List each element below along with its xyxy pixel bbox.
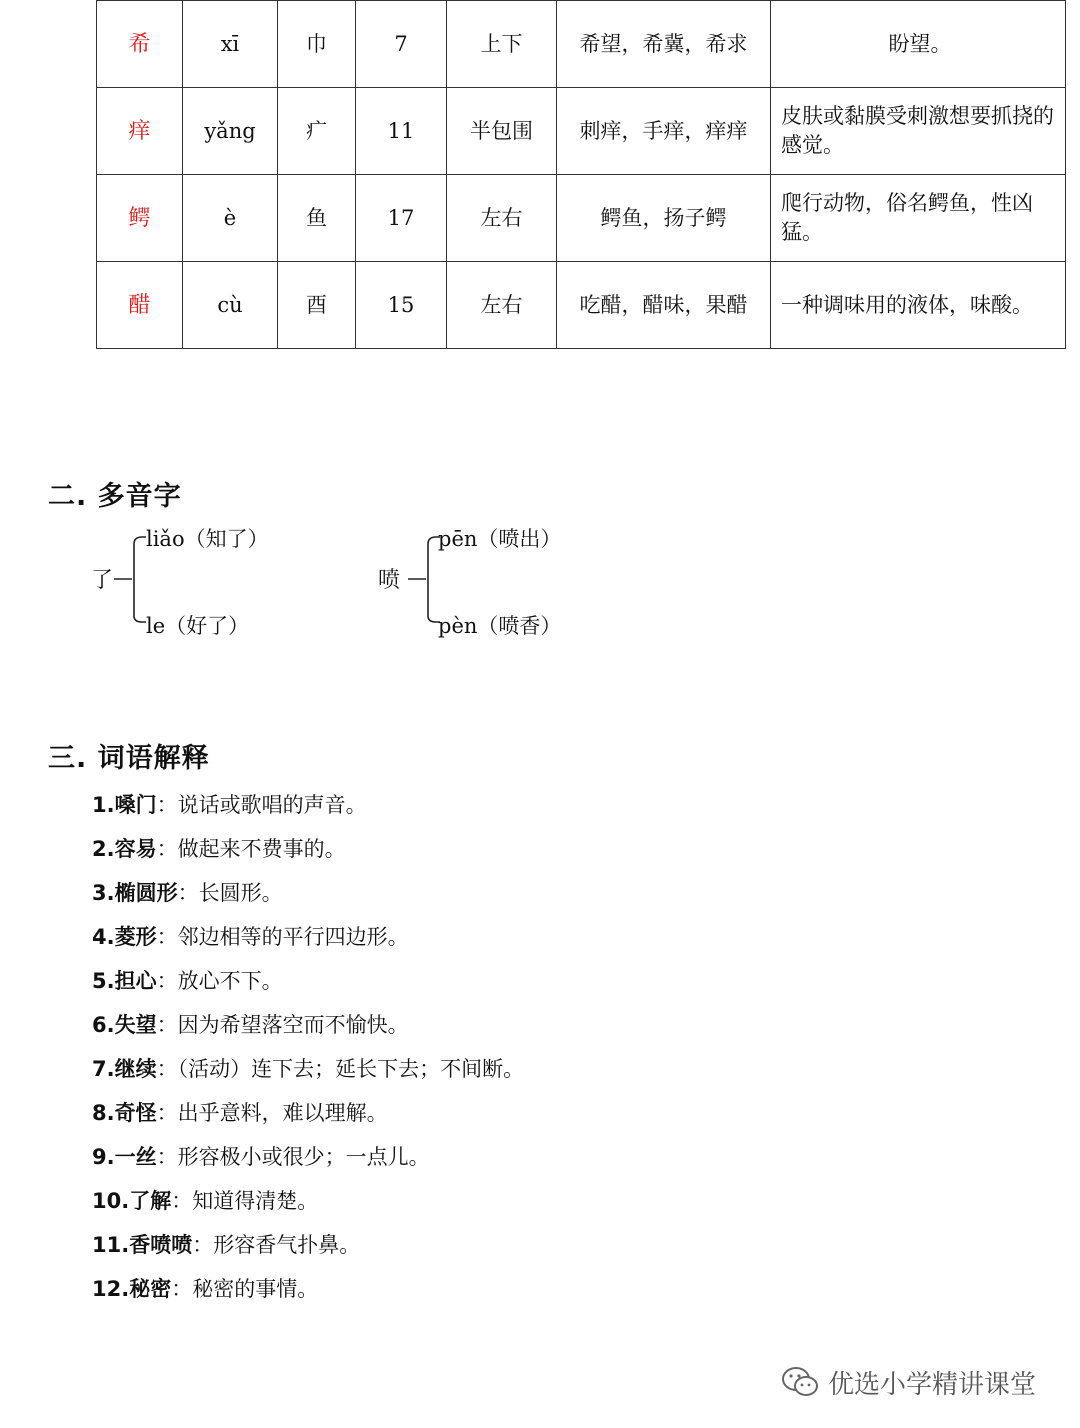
list-item	[92, 1052, 524, 1096]
strokes-cell: 17	[356, 175, 447, 262]
radical-cell: 鱼	[278, 175, 356, 262]
definition: 邻边相等的平行四边形。	[177, 925, 409, 949]
list-item	[92, 964, 524, 1008]
brace-icon	[114, 530, 150, 630]
table-row	[97, 175, 1066, 262]
polyphonic-char: 喷	[378, 568, 401, 593]
table-row	[97, 262, 1066, 349]
table-row	[97, 88, 1066, 175]
definition: 说话或歌唱的声音。	[177, 793, 367, 817]
definition: 做起来不费事的。	[177, 837, 346, 861]
words-cell: 希望，希冀，希求	[557, 1, 771, 88]
term: 10.了解	[92, 1189, 172, 1213]
term: 8.奇怪	[92, 1101, 157, 1125]
watermark-text: 优选小学精讲课堂	[828, 1369, 1037, 1400]
term: 1.嗓门	[92, 793, 157, 817]
list-item	[92, 1228, 524, 1272]
radical-cell: 疒	[278, 88, 356, 175]
colon: ：	[156, 837, 178, 861]
list-item	[92, 1272, 524, 1316]
colon: ：	[171, 1189, 193, 1213]
character-cell: 鳄	[97, 175, 183, 262]
character-cell: 痒	[97, 88, 183, 175]
strokes-cell: 7	[356, 1, 447, 88]
term: 11.香喷喷	[92, 1233, 193, 1257]
structure-cell: 左右	[447, 262, 557, 349]
radical-cell: 酉	[278, 262, 356, 349]
structure-cell: 上下	[447, 1, 557, 88]
colon: ：	[192, 1233, 214, 1257]
definition-list	[92, 788, 524, 1316]
term: 5.担心	[92, 969, 157, 993]
colon: ：	[156, 1013, 178, 1037]
colon: ：	[156, 793, 178, 817]
pinyin-cell: cù	[183, 262, 278, 349]
term: 2.容易	[92, 837, 157, 861]
term: 4.菱形	[92, 925, 157, 949]
colon: ：	[177, 881, 199, 905]
structure-cell: 左右	[447, 175, 557, 262]
definition: 知道得清楚。	[192, 1189, 319, 1213]
reading-1: pēn（喷出）	[438, 527, 562, 551]
term: 3.椭圆形	[92, 881, 178, 905]
section-title-vocabulary: 三. 词语解释	[48, 743, 210, 774]
definition: 长圆形。	[198, 881, 283, 905]
wechat-icon	[780, 1365, 820, 1399]
character-table	[96, 0, 1066, 349]
colon: ：	[156, 925, 178, 949]
section-title-polyphonic: 二. 多音字	[48, 481, 182, 512]
meaning-cell: 皮肤或黏膜受刺激想要抓挠的感觉。	[771, 88, 1066, 175]
definition: 因为希望落空而不愉快。	[177, 1013, 409, 1037]
colon: ：	[156, 1145, 178, 1169]
definition: （活动）连下去；延长下去；不间断。	[177, 1057, 525, 1081]
list-item	[92, 1140, 524, 1184]
definition: 形容极小或很少；一点儿。	[177, 1145, 430, 1169]
term: 7.继续	[92, 1057, 157, 1081]
list-item	[92, 920, 524, 964]
character-cell: 醋	[97, 262, 183, 349]
meaning-cell: 爬行动物，俗名鳄鱼，性凶猛。	[771, 175, 1066, 262]
reading-1: liǎo（知了）	[146, 527, 269, 551]
colon: ：	[156, 969, 178, 993]
definition: 放心不下。	[177, 969, 283, 993]
reading-2: pèn（喷香）	[438, 614, 562, 638]
strokes-cell: 11	[356, 88, 447, 175]
watermark	[780, 1362, 1036, 1402]
colon: ：	[156, 1057, 178, 1081]
definition: 秘密的事情。	[192, 1277, 319, 1301]
list-item	[92, 832, 524, 876]
list-item	[92, 1096, 524, 1140]
meaning-cell: 盼望。	[771, 1, 1066, 88]
colon: ：	[156, 1101, 178, 1125]
words-cell: 吃醋，醋味，果醋	[557, 262, 771, 349]
table-row	[97, 1, 1066, 88]
words-cell: 刺痒，手痒，痒痒	[557, 88, 771, 175]
list-item	[92, 876, 524, 920]
reading-2: le（好了）	[146, 614, 250, 638]
pinyin-cell: yǎng	[183, 88, 278, 175]
colon: ：	[171, 1277, 193, 1301]
list-item	[92, 1184, 524, 1228]
list-item	[92, 788, 524, 832]
pinyin-cell: xī	[183, 1, 278, 88]
definition: 形容香气扑鼻。	[213, 1233, 361, 1257]
words-cell: 鳄鱼，扬子鳄	[557, 175, 771, 262]
term: 9.一丝	[92, 1145, 157, 1169]
term: 12.秘密	[92, 1277, 172, 1301]
structure-cell: 半包围	[447, 88, 557, 175]
radical-cell: 巾	[278, 1, 356, 88]
strokes-cell: 15	[356, 262, 447, 349]
meaning-cell: 一种调味用的液体，味酸。	[771, 262, 1066, 349]
pinyin-cell: è	[183, 175, 278, 262]
definition: 出乎意料，难以理解。	[177, 1101, 388, 1125]
list-item	[92, 1008, 524, 1052]
character-cell: 希	[97, 1, 183, 88]
polyphonic-char: 了	[91, 568, 114, 593]
term: 6.失望	[92, 1013, 157, 1037]
